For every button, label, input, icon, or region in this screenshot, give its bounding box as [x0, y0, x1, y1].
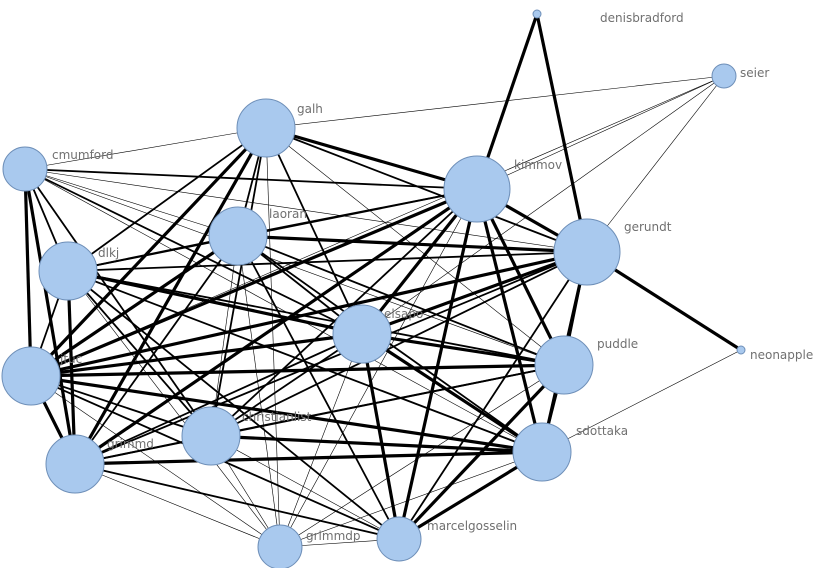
node-label-neonapple: neonapple: [750, 348, 814, 362]
node-denisbradford[interactable]: [533, 10, 541, 18]
edge-seier-galh: [266, 76, 724, 128]
node-seier[interactable]: [712, 64, 736, 88]
edge-seier-kimmov: [477, 76, 724, 189]
node-label-puddle: puddle: [597, 337, 639, 351]
node-label-galh: galh: [297, 102, 323, 116]
edge-gerundt-marcelgosselin: [399, 252, 587, 539]
node-gerundt[interactable]: [554, 219, 620, 285]
node-dlkj[interactable]: [39, 242, 97, 300]
node-galh[interactable]: [237, 99, 295, 157]
edge-cmumford-grimmd: [25, 169, 75, 464]
node-label-elsapo: elsapo: [384, 307, 424, 321]
node-kimmov[interactable]: [444, 156, 510, 222]
node-label-gerundt: gerundt: [624, 220, 672, 234]
edge-kimmov-marcelgosselin: [399, 189, 477, 539]
node-marcelgosselin[interactable]: [377, 517, 421, 561]
node-jtuc[interactable]: [2, 347, 60, 405]
node-label-grimmdp: grimmdp: [306, 529, 361, 543]
node-grimmd[interactable]: [46, 435, 104, 493]
node-label-laoran: laoran: [269, 207, 307, 221]
node-label-christianlist: christianlist: [242, 410, 312, 424]
node-label-sdottaka: sdottaka: [576, 424, 629, 438]
node-label-grimmd: grimmd: [107, 437, 154, 451]
edge-denisbradford-gerundt: [537, 14, 587, 252]
edge-seier-elsapo: [362, 76, 724, 334]
node-sdottaka[interactable]: [513, 423, 571, 481]
edge-cmumford-christianlist: [25, 169, 211, 436]
node-label-marcelgosselin: marcelgosselin: [427, 519, 518, 533]
edge-dlkj-elsapo: [68, 271, 362, 334]
node-label-jtuc: jtuc: [60, 352, 83, 366]
edge-grimmd-marcelgosselin: [75, 464, 399, 539]
edge-layer: [25, 14, 741, 547]
node-christianlist[interactable]: [182, 407, 240, 465]
node-puddle[interactable]: [535, 336, 593, 394]
node-cmumford[interactable]: [3, 147, 47, 191]
node-grimmdp[interactable]: [258, 525, 302, 568]
node-label-kimmov: kimmov: [514, 158, 563, 172]
node-label-denisbradford: denisbradford: [600, 11, 684, 25]
node-layer: [2, 10, 813, 568]
node-label-dlkj: dlkj: [98, 246, 120, 260]
node-elsapo[interactable]: [333, 305, 391, 363]
node-neonapple[interactable]: [737, 346, 745, 354]
node-label-seier: seier: [740, 66, 770, 80]
node-laoran[interactable]: [209, 207, 267, 265]
edge-elsapo-puddle: [362, 334, 564, 365]
node-label-cmumford: cmumford: [52, 148, 114, 162]
